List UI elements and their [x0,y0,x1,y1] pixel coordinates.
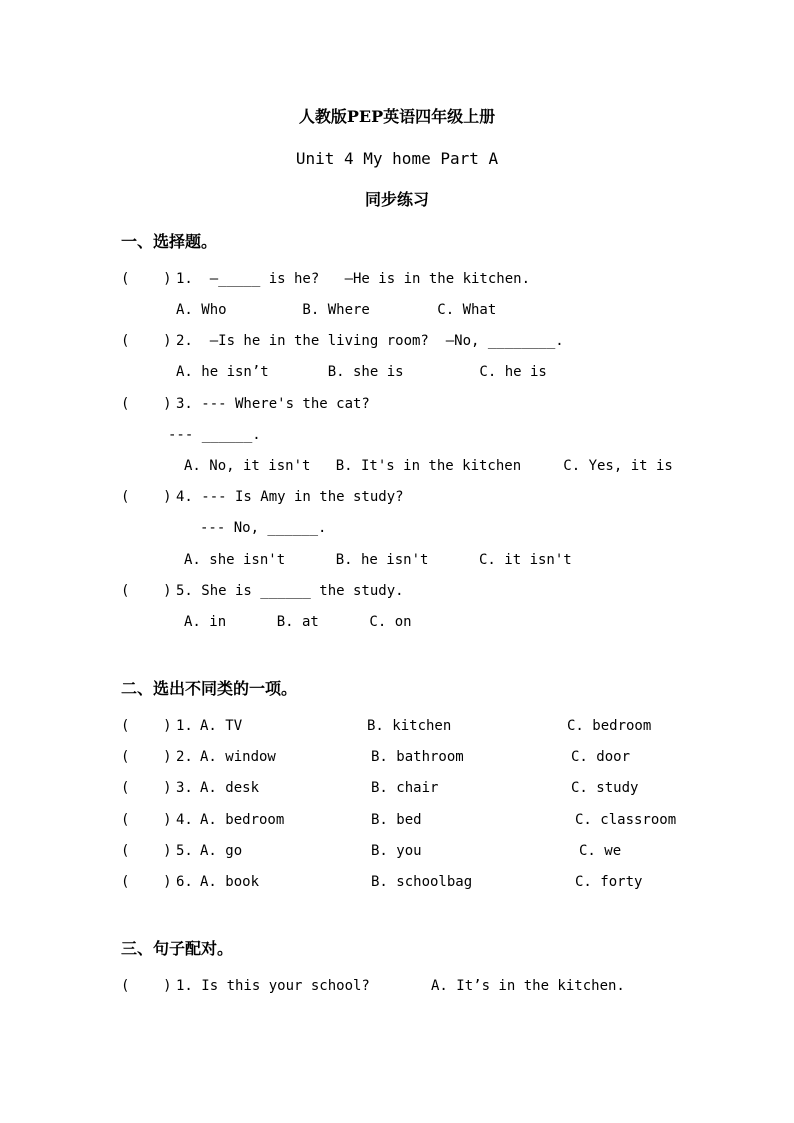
q3-options: A. No, it isn't B. It's in the kitchen C. Yes, it is [184,458,673,474]
worksheet-title: 人教版PEP英语四年级上册 [298,107,496,126]
worksheet-subtitle-practice: 同步练习 [364,190,429,209]
s2-row1-option-a: A. TV [200,718,243,734]
s2-row5-option-c: C. we [579,843,622,859]
q5-options: A. in B. at C. on [184,614,412,630]
s2-row1-paren: ( ) [121,718,172,734]
q1-answer-paren: ( ) [121,271,172,287]
q4-stem: 4. --- Is Amy in the study? [176,489,404,505]
s2-row4-num: 4. [176,812,193,828]
q5-answer-paren: ( ) [121,583,172,599]
s3-row1-match: A. It’s in the kitchen. [431,978,625,994]
s2-row3-option-c: C. study [571,780,639,796]
s2-row2-option-c: C. door [571,749,631,765]
s2-row6-option-a: A. book [200,874,260,890]
s2-row2-num: 2. [176,749,193,765]
s2-row6-option-c: C. forty [575,874,643,890]
s2-row4-option-c: C. classroom [575,812,677,828]
q2-options: A. he isn’t B. she is C. he is [176,364,547,380]
s2-row1-option-b: B. kitchen [367,718,452,734]
section2-heading: 二、选出不同类的一项。 [121,679,298,698]
s2-row3-paren: ( ) [121,780,172,796]
q3-stem: 3. --- Where's the cat? [176,396,370,412]
s2-row4-paren: ( ) [121,812,172,828]
s2-row2-option-a: A. window [200,749,276,765]
q1-stem: 1. –_____ is he? –He is in the kitchen. [176,271,531,287]
q4-answer-line: --- No, ______. [200,520,327,536]
s2-row2-paren: ( ) [121,749,172,765]
section3-heading: 三、句子配对。 [121,939,234,958]
q2-answer-paren: ( ) [121,333,172,349]
s2-row5-option-a: A. go [200,843,243,859]
q5-stem: 5. She is ______ the study. [176,583,404,599]
s2-row6-option-b: B. schoolbag [371,874,473,890]
worksheet-subtitle: Unit 4 My home Part A [295,149,499,168]
s2-row4-option-b: B. bed [371,812,422,828]
section1-heading: 一、选择题。 [121,232,218,251]
s2-row5-paren: ( ) [121,843,172,859]
q4-answer-paren: ( ) [121,489,172,505]
s2-row3-option-a: A. desk [200,780,260,796]
s3-row1-paren: ( ) [121,978,172,994]
s2-row3-option-b: B. chair [371,780,439,796]
s2-row6-paren: ( ) [121,874,172,890]
s2-row5-option-b: B. you [371,843,422,859]
s2-row3-num: 3. [176,780,193,796]
s2-row2-option-b: B. bathroom [371,749,464,765]
q3-answer-paren: ( ) [121,396,172,412]
q3-answer-line: --- ______. [168,427,261,443]
s3-row1-question: 1. Is this your school? [176,978,370,994]
s2-row5-num: 5. [176,843,193,859]
s2-row4-option-a: A. bedroom [200,812,285,828]
q4-options: A. she isn't B. he isn't C. it isn't [184,552,572,568]
q2-stem: 2. –Is he in the living room? –No, ________. [176,333,564,349]
s2-row1-num: 1. [176,718,193,734]
s2-row1-option-c: C. bedroom [567,718,652,734]
s2-row6-num: 6. [176,874,193,890]
q1-options: A. Who B. Where C. What [176,302,497,318]
